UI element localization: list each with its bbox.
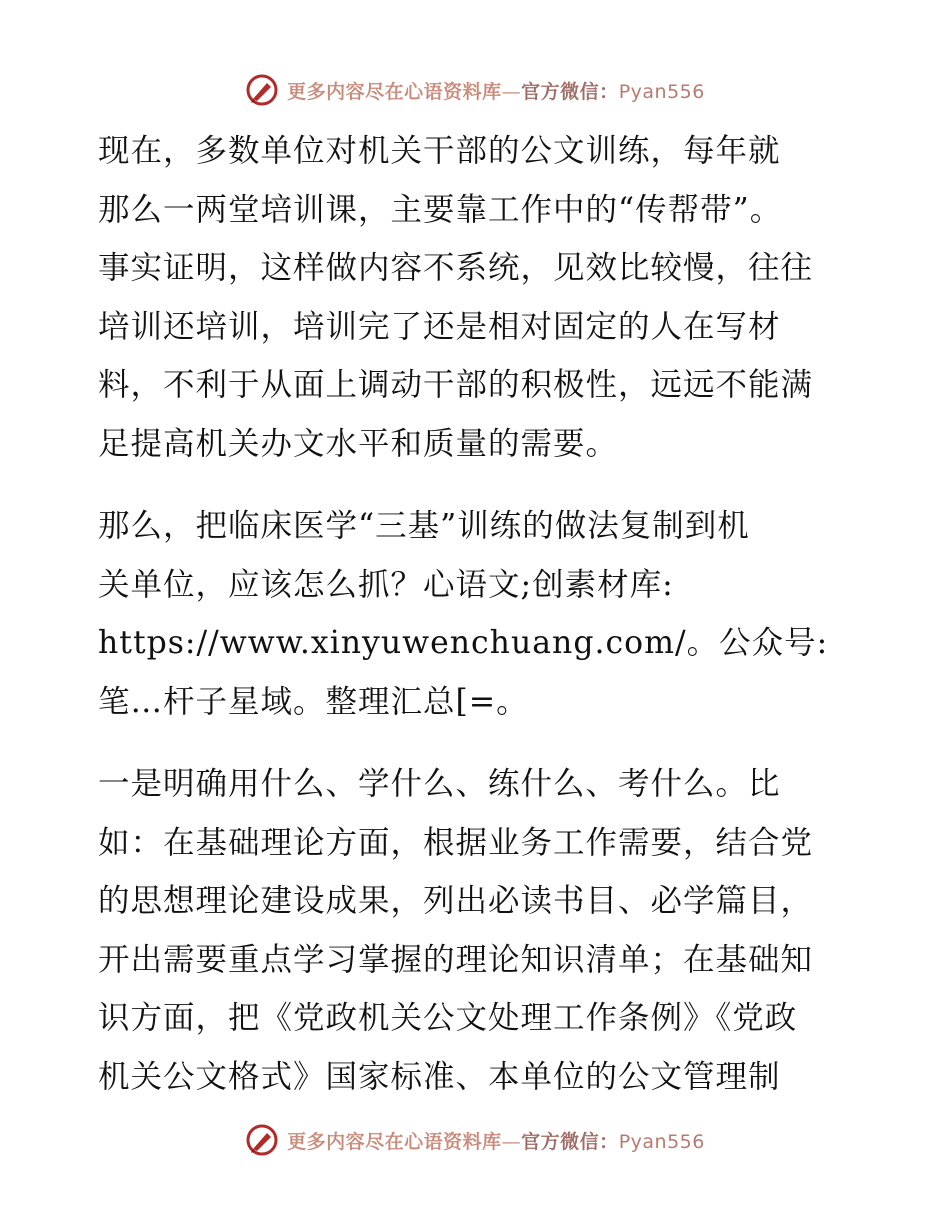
pen-logo-icon — [245, 1123, 279, 1157]
text-line: https://www.xinyuwenchuang.com/。公众号: — [98, 625, 829, 661]
text-line: 事实证明，这样做内容不系统，见效比较慢，往往 — [98, 250, 814, 286]
text-line: 开出需要重点学习掌握的理论知识清单；在基础知 — [98, 941, 814, 978]
watermark-separator: — — [501, 1130, 522, 1153]
text-line: 识方面，把《党政机关公文处理工作条例》《党政 — [98, 1000, 798, 1036]
text-line: 关单位，应该怎么抓？心语文;创素材库: — [98, 566, 674, 603]
header-watermark-banner — [0, 70, 950, 110]
text-line: 足提高机关办文水平和质量的需要。 — [98, 425, 619, 462]
footer-watermark-banner — [0, 1120, 950, 1160]
text-line: 培训还培训，培训完了还是相对固定的人在写材 — [98, 308, 781, 345]
watermark-wechat-label: 官方微信： — [521, 80, 619, 103]
text-line: 那么一两堂培训课，主要靠工作中的“传帮带”。 — [98, 191, 783, 228]
text-line: 现在，多数单位对机关干部的公文训练，每年就 — [98, 133, 781, 169]
watermark-separator: — — [501, 80, 522, 103]
text-line: 那么，把临床医学“三基”训练的做法复制到机 — [98, 508, 750, 544]
watermark-main-text: 更多内容尽在心语资料库 — [287, 80, 502, 103]
text-line: 一是明确用什么、学什么、练什么、考什么。比 — [98, 766, 781, 802]
paragraph-1 — [98, 122, 858, 473]
watermark-text — [287, 77, 705, 104]
watermark-main-text: 更多内容尽在心语资料库 — [287, 1130, 502, 1153]
watermark-wechat-label: 官方微信： — [521, 1130, 619, 1153]
watermark-wechat-id: Pyan556 — [618, 1130, 705, 1153]
text-line: 机关公文格式》国家标准、本单位的公文管理制 — [98, 1058, 781, 1095]
paragraph-3 — [98, 755, 858, 1106]
pen-logo-icon — [245, 73, 279, 107]
text-line: 如：在基础理论方面，根据业务工作需要，结合党 — [98, 824, 814, 861]
text-line: 的思想理论建设成果，列出必读书目、必学篇目， — [98, 883, 814, 919]
paragraph-2 — [98, 497, 858, 731]
watermark-wechat-id: Pyan556 — [618, 80, 705, 103]
document-body — [98, 122, 858, 1130]
text-line: 笔…杆子星域。整理汇总[=。 — [98, 683, 529, 720]
watermark-text — [287, 1127, 705, 1154]
text-line: 料，不利于从面上调动干部的积极性，远远不能满 — [98, 367, 814, 403]
